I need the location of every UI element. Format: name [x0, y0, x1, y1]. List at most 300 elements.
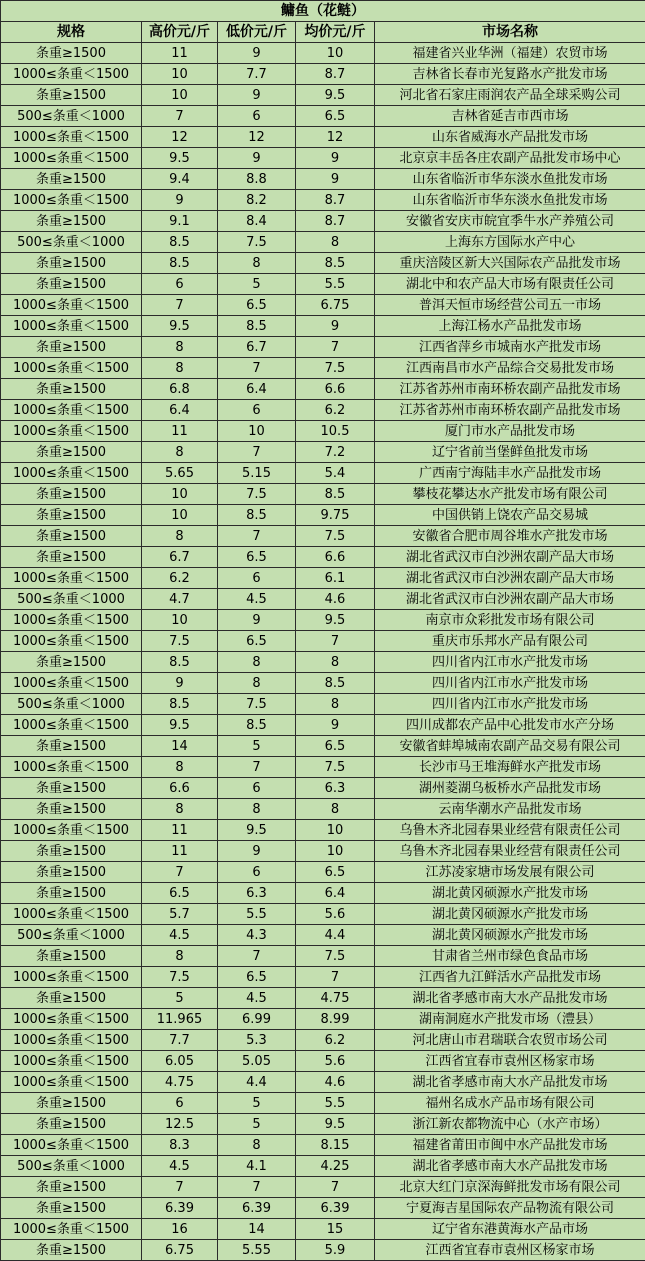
- cell-market-name: 湖北省武汉市白沙洲农副产品大市场: [375, 568, 645, 589]
- cell-avg-price: 8.15: [296, 1135, 375, 1156]
- cell-low-price: 5.05: [218, 1051, 296, 1072]
- table-row: [1, 736, 645, 757]
- cell-high-price: 11: [142, 421, 218, 442]
- cell-low-price: 7.5: [218, 232, 296, 253]
- cell-market-name: 江西省萍乡市城南水产批发市场: [375, 337, 645, 358]
- cell-spec: 1000≤条重＜1500: [1, 421, 142, 442]
- table-row: [1, 568, 645, 589]
- table-row: [1, 64, 645, 85]
- cell-low-price: 5: [218, 736, 296, 757]
- cell-spec: 条重≥1500: [1, 862, 142, 883]
- cell-market-name: 福建省兴业华洲（福建）农贸市场: [375, 43, 645, 64]
- cell-low-price: 9: [218, 43, 296, 64]
- cell-avg-price: 6.75: [296, 295, 375, 316]
- table-row: [1, 610, 645, 631]
- cell-avg-price: 6.1: [296, 568, 375, 589]
- table-row: [1, 1009, 645, 1030]
- cell-high-price: 11: [142, 841, 218, 862]
- cell-spec: 条重≥1500: [1, 505, 142, 526]
- cell-market-name: 山东省临沂市华东淡水鱼批发市场: [375, 169, 645, 190]
- cell-spec: 条重≥1500: [1, 85, 142, 106]
- cell-low-price: 8.4: [218, 211, 296, 232]
- cell-market-name: 上海东方国际水产中心: [375, 232, 645, 253]
- cell-spec: 条重≥1500: [1, 337, 142, 358]
- cell-high-price: 5.65: [142, 463, 218, 484]
- cell-high-price: 8: [142, 946, 218, 967]
- cell-avg-price: 6.2: [296, 400, 375, 421]
- cell-low-price: 4.1: [218, 1156, 296, 1177]
- cell-low-price: 14: [218, 1219, 296, 1240]
- cell-high-price: 10: [142, 484, 218, 505]
- cell-low-price: 6: [218, 862, 296, 883]
- cell-avg-price: 6.5: [296, 736, 375, 757]
- cell-spec: 条重≥1500: [1, 442, 142, 463]
- cell-avg-price: 7.5: [296, 526, 375, 547]
- cell-market-name: 湖北黄冈硕源水产批发市场: [375, 883, 645, 904]
- cell-spec: 500≤条重＜1000: [1, 694, 142, 715]
- cell-spec: 条重≥1500: [1, 988, 142, 1009]
- cell-spec: 1000≤条重＜1500: [1, 400, 142, 421]
- cell-low-price: 8.5: [218, 505, 296, 526]
- cell-avg-price: 5.9: [296, 1240, 375, 1261]
- cell-high-price: 5: [142, 988, 218, 1009]
- cell-avg-price: 5.4: [296, 463, 375, 484]
- cell-spec: 1000≤条重＜1500: [1, 316, 142, 337]
- cell-low-price: 4.3: [218, 925, 296, 946]
- table-row: [1, 1177, 645, 1198]
- cell-spec: 条重≥1500: [1, 1093, 142, 1114]
- cell-spec: 1000≤条重＜1500: [1, 190, 142, 211]
- cell-market-name: 湖北中和农产品大市场有限责任公司: [375, 274, 645, 295]
- cell-spec: 1000≤条重＜1500: [1, 967, 142, 988]
- cell-low-price: 7: [218, 1177, 296, 1198]
- cell-high-price: 6.7: [142, 547, 218, 568]
- table-row: [1, 841, 645, 862]
- header-spec: 规格: [1, 22, 142, 43]
- cell-high-price: 4.5: [142, 925, 218, 946]
- cell-spec: 500≤条重＜1000: [1, 106, 142, 127]
- cell-high-price: 16: [142, 1219, 218, 1240]
- cell-market-name: 重庆市乐邦水产品有限公司: [375, 631, 645, 652]
- cell-spec: 1000≤条重＜1500: [1, 1009, 142, 1030]
- table-row: [1, 274, 645, 295]
- cell-low-price: 5: [218, 1114, 296, 1135]
- cell-high-price: 6.6: [142, 778, 218, 799]
- cell-high-price: 7: [142, 295, 218, 316]
- cell-low-price: 8: [218, 799, 296, 820]
- cell-avg-price: 10.5: [296, 421, 375, 442]
- header-market-name: 市场名称: [375, 22, 645, 43]
- cell-market-name: 普洱天恒市场经营公司五一市场: [375, 295, 645, 316]
- cell-avg-price: 9: [296, 169, 375, 190]
- cell-market-name: 北京京丰岳各庄农副产品批发市场中心: [375, 148, 645, 169]
- table-row: [1, 442, 645, 463]
- table-row: [1, 484, 645, 505]
- cell-high-price: 9.4: [142, 169, 218, 190]
- cell-high-price: 8.5: [142, 694, 218, 715]
- cell-spec: 500≤条重＜1000: [1, 232, 142, 253]
- cell-high-price: 8: [142, 526, 218, 547]
- cell-low-price: 9: [218, 148, 296, 169]
- cell-high-price: 12: [142, 127, 218, 148]
- cell-spec: 1000≤条重＜1500: [1, 715, 142, 736]
- table-row: [1, 211, 645, 232]
- cell-market-name: 湖北黄冈硕源水产批发市场: [375, 904, 645, 925]
- cell-spec: 条重≥1500: [1, 43, 142, 64]
- cell-avg-price: 5.6: [296, 1051, 375, 1072]
- cell-avg-price: 9.5: [296, 1114, 375, 1135]
- cell-low-price: 6.4: [218, 379, 296, 400]
- cell-market-name: 吉林省延吉市西市场: [375, 106, 645, 127]
- cell-market-name: 乌鲁木齐北园春果业经营有限责任公司: [375, 841, 645, 862]
- cell-market-name: 四川省内江市水产批发市场: [375, 694, 645, 715]
- cell-low-price: 4.5: [218, 589, 296, 610]
- cell-market-name: 重庆涪陵区新大兴国际农产品批发市场: [375, 253, 645, 274]
- cell-spec: 条重≥1500: [1, 379, 142, 400]
- cell-avg-price: 7: [296, 631, 375, 652]
- table-row: [1, 337, 645, 358]
- cell-high-price: 8.5: [142, 652, 218, 673]
- cell-high-price: 7.5: [142, 631, 218, 652]
- cell-spec: 1000≤条重＜1500: [1, 904, 142, 925]
- cell-high-price: 8: [142, 337, 218, 358]
- table-row: [1, 820, 645, 841]
- cell-spec: 1000≤条重＜1500: [1, 295, 142, 316]
- table-row: [1, 1219, 645, 1240]
- cell-spec: 条重≥1500: [1, 1177, 142, 1198]
- table-row: [1, 85, 645, 106]
- cell-avg-price: 9: [296, 715, 375, 736]
- table-title: 鳙鱼（花鲢）: [1, 1, 645, 22]
- cell-market-name: 湖北省武汉市白沙洲农副产品大市场: [375, 589, 645, 610]
- cell-spec: 1000≤条重＜1500: [1, 1219, 142, 1240]
- cell-market-name: 江苏省苏州市南环桥农副产品批发市场: [375, 379, 645, 400]
- cell-avg-price: 7: [296, 1177, 375, 1198]
- cell-high-price: 9.5: [142, 148, 218, 169]
- cell-high-price: 8: [142, 442, 218, 463]
- cell-avg-price: 4.4: [296, 925, 375, 946]
- cell-market-name: 湖北省孝感市南大水产品批发市场: [375, 988, 645, 1009]
- table-row: [1, 1030, 645, 1051]
- cell-spec: 条重≥1500: [1, 526, 142, 547]
- cell-spec: 1000≤条重＜1500: [1, 1072, 142, 1093]
- cell-spec: 1000≤条重＜1500: [1, 820, 142, 841]
- cell-market-name: 安徽省安庆市皖宜季牛水产养殖公司: [375, 211, 645, 232]
- cell-high-price: 9.5: [142, 316, 218, 337]
- title-row: [1, 1, 645, 22]
- cell-spec: 条重≥1500: [1, 547, 142, 568]
- cell-avg-price: 9.75: [296, 505, 375, 526]
- cell-spec: 1000≤条重＜1500: [1, 148, 142, 169]
- cell-spec: 500≤条重＜1000: [1, 589, 142, 610]
- cell-spec: 条重≥1500: [1, 736, 142, 757]
- cell-avg-price: 8.7: [296, 211, 375, 232]
- cell-high-price: 7.7: [142, 1030, 218, 1051]
- header-row: [1, 22, 645, 43]
- cell-spec: 1000≤条重＜1500: [1, 64, 142, 85]
- cell-market-name: 湖北省武汉市白沙洲农副产品大市场: [375, 547, 645, 568]
- cell-high-price: 8.3: [142, 1135, 218, 1156]
- cell-avg-price: 9.5: [296, 85, 375, 106]
- cell-spec: 1000≤条重＜1500: [1, 568, 142, 589]
- table-row: [1, 1156, 645, 1177]
- cell-low-price: 6.5: [218, 967, 296, 988]
- cell-avg-price: 7.2: [296, 442, 375, 463]
- cell-market-name: 河北省石家庄雨润农产品全球采购公司: [375, 85, 645, 106]
- cell-avg-price: 7.5: [296, 757, 375, 778]
- cell-high-price: 8: [142, 358, 218, 379]
- table-row: [1, 232, 645, 253]
- cell-low-price: 7.7: [218, 64, 296, 85]
- cell-market-name: 中国供销上饶农产品交易城: [375, 505, 645, 526]
- cell-high-price: 9.5: [142, 715, 218, 736]
- cell-low-price: 6.99: [218, 1009, 296, 1030]
- cell-market-name: 湖北省孝感市南大水产品批发市场: [375, 1072, 645, 1093]
- cell-market-name: 四川成都农产品中心批发市水产分场: [375, 715, 645, 736]
- cell-spec: 条重≥1500: [1, 652, 142, 673]
- cell-avg-price: 10: [296, 43, 375, 64]
- cell-low-price: 8: [218, 652, 296, 673]
- cell-market-name: 江西省宜春市袁州区杨家市场: [375, 1051, 645, 1072]
- cell-high-price: 6.2: [142, 568, 218, 589]
- cell-avg-price: 7.5: [296, 946, 375, 967]
- cell-high-price: 9: [142, 673, 218, 694]
- cell-low-price: 8: [218, 673, 296, 694]
- cell-high-price: 9.1: [142, 211, 218, 232]
- cell-spec: 1000≤条重＜1500: [1, 358, 142, 379]
- cell-high-price: 11: [142, 820, 218, 841]
- cell-high-price: 14: [142, 736, 218, 757]
- table-row: [1, 1072, 645, 1093]
- cell-avg-price: 4.25: [296, 1156, 375, 1177]
- cell-high-price: 7: [142, 1177, 218, 1198]
- cell-high-price: 7: [142, 862, 218, 883]
- table-row: [1, 547, 645, 568]
- cell-spec: 1000≤条重＜1500: [1, 1030, 142, 1051]
- table-row: [1, 253, 645, 274]
- cell-avg-price: 4.75: [296, 988, 375, 1009]
- table-row: [1, 715, 645, 736]
- cell-high-price: 6.4: [142, 400, 218, 421]
- cell-avg-price: 5.5: [296, 1093, 375, 1114]
- cell-high-price: 6.5: [142, 883, 218, 904]
- cell-market-name: 江西省宜春市袁州区杨家市场: [375, 1240, 645, 1261]
- cell-high-price: 4.5: [142, 1156, 218, 1177]
- cell-spec: 条重≥1500: [1, 211, 142, 232]
- cell-avg-price: 8.5: [296, 673, 375, 694]
- cell-market-name: 长沙市马王堆海鲜水产批发市场: [375, 757, 645, 778]
- cell-low-price: 9: [218, 85, 296, 106]
- cell-high-price: 11.965: [142, 1009, 218, 1030]
- table-row: [1, 106, 645, 127]
- cell-avg-price: 6.39: [296, 1198, 375, 1219]
- cell-spec: 条重≥1500: [1, 799, 142, 820]
- table-row: [1, 463, 645, 484]
- cell-low-price: 6.5: [218, 547, 296, 568]
- cell-avg-price: 8: [296, 652, 375, 673]
- cell-avg-price: 15: [296, 1219, 375, 1240]
- cell-spec: 1000≤条重＜1500: [1, 1135, 142, 1156]
- table-row: [1, 169, 645, 190]
- cell-market-name: 湖南洞庭水产批发市场（澧县）: [375, 1009, 645, 1030]
- cell-avg-price: 8: [296, 694, 375, 715]
- header-low-price: 低价元/斤: [218, 22, 296, 43]
- cell-avg-price: 6.3: [296, 778, 375, 799]
- cell-high-price: 6.75: [142, 1240, 218, 1261]
- cell-market-name: 宁夏海吉星国际农产品物流有限公司: [375, 1198, 645, 1219]
- cell-avg-price: 8: [296, 232, 375, 253]
- cell-low-price: 5.3: [218, 1030, 296, 1051]
- cell-high-price: 6.39: [142, 1198, 218, 1219]
- cell-market-name: 攀枝花攀达水产批发市场有限公司: [375, 484, 645, 505]
- cell-avg-price: 8.5: [296, 484, 375, 505]
- cell-avg-price: 9.5: [296, 610, 375, 631]
- table-row: [1, 883, 645, 904]
- cell-low-price: 8: [218, 253, 296, 274]
- cell-high-price: 8: [142, 799, 218, 820]
- cell-spec: 条重≥1500: [1, 169, 142, 190]
- table-row: [1, 400, 645, 421]
- cell-market-name: 江苏省苏州市南环桥农副产品批发市场: [375, 400, 645, 421]
- cell-low-price: 8.5: [218, 316, 296, 337]
- cell-low-price: 7.5: [218, 694, 296, 715]
- cell-spec: 1000≤条重＜1500: [1, 127, 142, 148]
- cell-market-name: 河北唐山市君瑞联合农贸市场公司: [375, 1030, 645, 1051]
- table-row: [1, 1093, 645, 1114]
- cell-avg-price: 8.99: [296, 1009, 375, 1030]
- cell-low-price: 8.2: [218, 190, 296, 211]
- cell-spec: 条重≥1500: [1, 841, 142, 862]
- cell-market-name: 南京市众彩批发市场有限公司: [375, 610, 645, 631]
- cell-low-price: 4.4: [218, 1072, 296, 1093]
- cell-low-price: 7: [218, 526, 296, 547]
- cell-low-price: 5.5: [218, 904, 296, 925]
- cell-market-name: 江西南昌市水产品综合交易批发市场: [375, 358, 645, 379]
- cell-market-name: 厦门市水产品批发市场: [375, 421, 645, 442]
- cell-spec: 条重≥1500: [1, 778, 142, 799]
- cell-high-price: 4.75: [142, 1072, 218, 1093]
- cell-market-name: 山东省临沂市华东淡水鱼批发市场: [375, 190, 645, 211]
- table-row: [1, 127, 645, 148]
- cell-low-price: 7.5: [218, 484, 296, 505]
- cell-market-name: 云南华潮水产品批发市场: [375, 799, 645, 820]
- cell-high-price: 8: [142, 757, 218, 778]
- cell-avg-price: 9: [296, 316, 375, 337]
- table-row: [1, 421, 645, 442]
- cell-avg-price: 10: [296, 820, 375, 841]
- table-row: [1, 295, 645, 316]
- cell-spec: 1000≤条重＜1500: [1, 1051, 142, 1072]
- cell-avg-price: 10: [296, 841, 375, 862]
- cell-avg-price: 5.6: [296, 904, 375, 925]
- cell-low-price: 10: [218, 421, 296, 442]
- cell-low-price: 7: [218, 358, 296, 379]
- cell-spec: 条重≥1500: [1, 946, 142, 967]
- table-row: [1, 1240, 645, 1261]
- cell-market-name: 福建省莆田市闽中水产品批发市场: [375, 1135, 645, 1156]
- cell-avg-price: 6.6: [296, 379, 375, 400]
- cell-low-price: 5: [218, 1093, 296, 1114]
- table-row: [1, 190, 645, 211]
- cell-low-price: 4.5: [218, 988, 296, 1009]
- cell-avg-price: 8.5: [296, 253, 375, 274]
- cell-spec: 1000≤条重＜1500: [1, 757, 142, 778]
- cell-low-price: 12: [218, 127, 296, 148]
- table-row: [1, 1114, 645, 1135]
- cell-avg-price: 7.5: [296, 358, 375, 379]
- table-row: [1, 799, 645, 820]
- cell-avg-price: 12: [296, 127, 375, 148]
- table-row: [1, 43, 645, 64]
- cell-market-name: 安徽省蚌埠城南农副产品交易有限公司: [375, 736, 645, 757]
- table-row: [1, 1051, 645, 1072]
- cell-spec: 条重≥1500: [1, 1198, 142, 1219]
- cell-high-price: 8.5: [142, 232, 218, 253]
- table-row: [1, 526, 645, 547]
- table-row: [1, 946, 645, 967]
- table-row: [1, 379, 645, 400]
- table-row: [1, 694, 645, 715]
- cell-avg-price: 7: [296, 967, 375, 988]
- cell-spec: 条重≥1500: [1, 484, 142, 505]
- cell-spec: 1000≤条重＜1500: [1, 631, 142, 652]
- header-high-price: 高价元/斤: [142, 22, 218, 43]
- cell-avg-price: 6.5: [296, 862, 375, 883]
- cell-market-name: 辽宁省东港黄海水产品市场: [375, 1219, 645, 1240]
- cell-spec: 条重≥1500: [1, 1114, 142, 1135]
- cell-spec: 500≤条重＜1000: [1, 925, 142, 946]
- cell-market-name: 福州名成水产品市场有限公司: [375, 1093, 645, 1114]
- cell-avg-price: 9: [296, 148, 375, 169]
- cell-avg-price: 6.4: [296, 883, 375, 904]
- table-row: [1, 358, 645, 379]
- cell-market-name: 北京大红门京深海鲜批发市场有限公司: [375, 1177, 645, 1198]
- cell-high-price: 12.5: [142, 1114, 218, 1135]
- cell-avg-price: 4.6: [296, 589, 375, 610]
- cell-avg-price: 5.5: [296, 274, 375, 295]
- table-row: [1, 652, 645, 673]
- cell-high-price: 6: [142, 274, 218, 295]
- cell-low-price: 6.7: [218, 337, 296, 358]
- cell-high-price: 10: [142, 610, 218, 631]
- table-row: [1, 925, 645, 946]
- cell-low-price: 7: [218, 757, 296, 778]
- cell-spec: 1000≤条重＜1500: [1, 610, 142, 631]
- cell-spec: 条重≥1500: [1, 883, 142, 904]
- cell-avg-price: 8.7: [296, 64, 375, 85]
- table-row: [1, 148, 645, 169]
- header-avg-price: 均价元/斤: [296, 22, 375, 43]
- cell-market-name: 江苏凌家塘市场发展有限公司: [375, 862, 645, 883]
- cell-low-price: 6: [218, 778, 296, 799]
- cell-low-price: 6: [218, 106, 296, 127]
- cell-market-name: 江西省九江鲜活水产品批发市场: [375, 967, 645, 988]
- cell-market-name: 湖北黄冈硕源水产批发市场: [375, 925, 645, 946]
- cell-high-price: 11: [142, 43, 218, 64]
- cell-market-name: 湖北省孝感市南大水产品批发市场: [375, 1156, 645, 1177]
- cell-low-price: 6.39: [218, 1198, 296, 1219]
- cell-market-name: 广西南宁海陆丰水产品批发市场: [375, 463, 645, 484]
- cell-high-price: 10: [142, 505, 218, 526]
- cell-avg-price: 6.6: [296, 547, 375, 568]
- cell-low-price: 6.5: [218, 631, 296, 652]
- cell-low-price: 7: [218, 442, 296, 463]
- cell-avg-price: 4.6: [296, 1072, 375, 1093]
- cell-avg-price: 8: [296, 799, 375, 820]
- cell-low-price: 9: [218, 841, 296, 862]
- cell-high-price: 10: [142, 85, 218, 106]
- cell-avg-price: 6.5: [296, 106, 375, 127]
